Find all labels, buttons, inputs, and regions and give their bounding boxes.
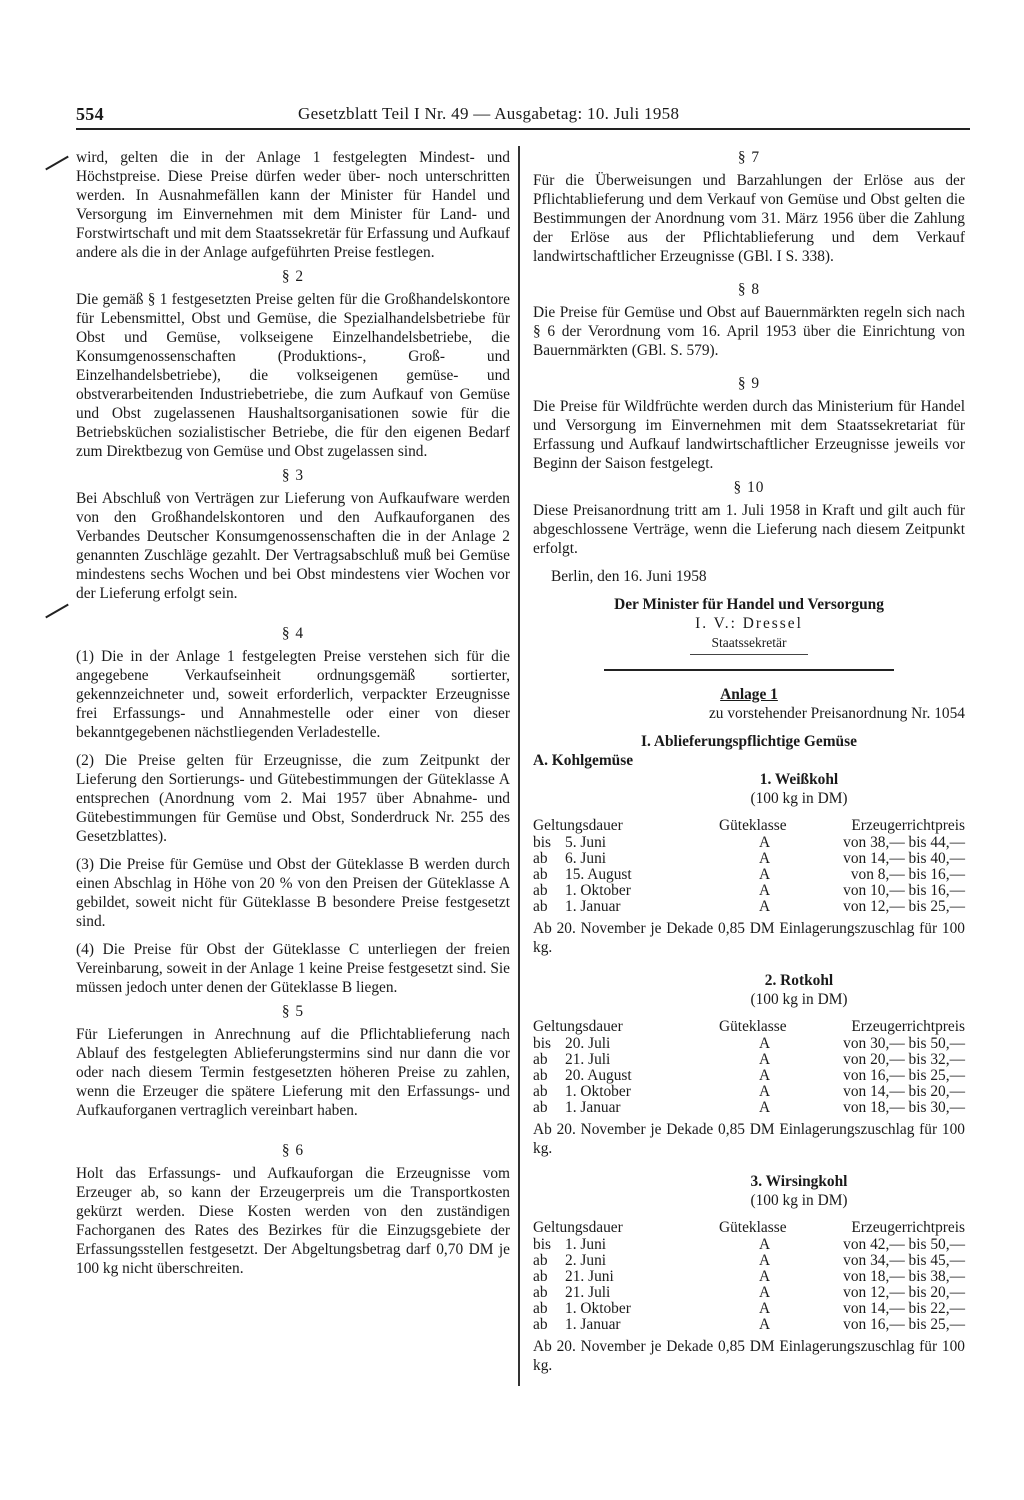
row-grade: A	[759, 850, 771, 867]
paragraph-10: Diese Preisanordnung tritt am 1. Juli 1958 in Kraft und gilt auch für abgeschlossene Verträge, wenn die Lieferung nach diesem Zeitpunkt erfolgt.	[533, 502, 965, 557]
row-date: 20. August	[565, 1067, 632, 1084]
row-price: von 18,— bis 30,—	[843, 1099, 965, 1116]
row-grade: A	[759, 1051, 771, 1068]
subgroup-title: A. Kohlgemüse	[533, 752, 634, 769]
place-date: Berlin, den 16. Juni 1958	[551, 568, 707, 585]
paragraph-5: Für Lieferungen in Anrechnung auf die Pflichtablieferung nach Ablauf des festgelegten Ablieferungstermins sind nur dann die vor oder nach diesem Termin festgesetzten höheren Preise zu zahlen, wenn die Erzeuger die spätere Lieferung mit den Erfassungs- und Aufkauforganen vertraglich vereinbart haben.	[76, 1026, 510, 1119]
table-row	[533, 1052, 965, 1068]
paragraph-4-2: (2) Die Preise gelten für Erzeugnisse, die zum Zeitpunkt der Lieferung den Sortierungs- und Gütebestimmungen der Güteklasse A entsprechen (Anordnung vom 2. Mai 1957 über Abnahme- und Gütebestimmungen für Gemüse und Obst, Sonderdruck Nr. 255 des Gesetzblattes).	[76, 752, 510, 845]
row-prep: bis	[533, 834, 551, 851]
row-price: von 14,— bis 22,—	[843, 1300, 965, 1317]
table-header-row	[533, 816, 965, 835]
table-row	[533, 1269, 965, 1285]
row-price: von 14,— bis 20,—	[843, 1083, 965, 1100]
row-grade: A	[759, 1252, 771, 1269]
section-heading-8: § 8	[737, 281, 761, 298]
annex-title: Anlage 1	[720, 686, 778, 703]
table-row	[533, 1100, 965, 1116]
table-title: 1. Weißkohl	[759, 771, 839, 788]
paragraph-8: Die Preise für Gemüse und Obst auf Bauernmärkten regeln sich nach § 6 der Verordnung vom 16. April 1953 über die Einrichtung von Bauernmärkten (GBl. S. 579).	[533, 304, 965, 359]
section-heading-3: § 3	[281, 467, 305, 484]
table-row	[533, 835, 965, 851]
row-date: 21. Juli	[565, 1051, 611, 1068]
table-row	[533, 1253, 965, 1269]
row-date: 5. Juni	[565, 834, 607, 851]
col-header-grade: Güteklasse	[719, 1219, 787, 1236]
header-rule	[76, 128, 970, 130]
col-header-grade: Güteklasse	[719, 1018, 787, 1035]
table-note: Ab 20. November je Dekade 0,85 DM Einlagerungszuschlag für 100 kg.	[533, 1121, 965, 1157]
table-row	[533, 883, 965, 899]
row-prep: ab	[533, 866, 548, 883]
price-table	[533, 971, 965, 1158]
column-divider	[518, 146, 520, 1386]
row-prep: ab	[533, 1099, 548, 1116]
section-heading-7: § 7	[737, 149, 761, 166]
row-price: von 10,— bis 16,—	[843, 882, 965, 899]
row-grade: A	[759, 1083, 771, 1100]
row-date: 21. Juni	[565, 1268, 614, 1285]
paragraph-4-3: (3) Die Preise für Gemüse und Obst der Güteklasse B werden durch einen Abschlag in Höhe von 20 % von den Preisen der Güteklasse A gebildet, soweit nicht für Güteklasse B besondere Preise festgesetzt sind.	[76, 856, 510, 930]
row-date: 20. Juli	[565, 1035, 611, 1052]
table-row	[533, 1068, 965, 1084]
annex-rule	[604, 669, 894, 671]
row-price: von 14,— bis 40,—	[843, 850, 965, 867]
row-prep: bis	[533, 1236, 551, 1253]
table-note: Ab 20. November je Dekade 0,85 DM Einlagerungszuschlag für 100 kg.	[533, 1338, 965, 1374]
row-grade: A	[759, 834, 771, 851]
row-prep: ab	[533, 882, 548, 899]
table-row	[533, 867, 965, 883]
row-prep: ab	[533, 1067, 548, 1084]
row-price: von 8,— bis 16,—	[850, 866, 965, 883]
row-prep: ab	[533, 1316, 548, 1333]
row-grade: A	[759, 1316, 771, 1333]
minister-title: Der Minister für Handel und Versorgung	[614, 596, 884, 613]
table-unit: (100 kg in DM)	[750, 1192, 848, 1209]
price-table	[533, 770, 965, 957]
col-header-duration: Geltungsdauer	[533, 1219, 623, 1236]
paragraph-1-end: wird, gelten die in der Anlage 1 festgelegten Mindest- und Höchstpreise. Diese Preise dürfen weder über- noch unterschritten werden. In Ausnahmefällen kann der Minister für Handel und Versorgung im Einvernehmen mit dem Minister für Land- und Forstwirtschaft und mit dem Staatssekretär für Erfassung und Aufkauf andere als die in der Anlage aufgeführten Preise festlegen.	[76, 149, 510, 261]
header-title: Gesetzblatt Teil I Nr. 49 — Ausgabetag: 10. Juli 1958	[298, 104, 680, 123]
row-prep: ab	[533, 1268, 548, 1285]
row-date: 6. Juni	[565, 850, 607, 867]
section-heading-9: § 9	[737, 375, 761, 392]
row-prep: ab	[533, 1051, 548, 1068]
row-date: 21. Juli	[565, 1284, 611, 1301]
row-price: von 12,— bis 25,—	[843, 898, 965, 915]
table-title: 2. Rotkohl	[764, 972, 834, 989]
left-column	[76, 148, 510, 1278]
table-row	[533, 1285, 965, 1301]
section-heading-6: § 6	[281, 1142, 305, 1159]
row-date: 15. August	[565, 866, 632, 883]
row-date: 2. Juni	[565, 1252, 607, 1269]
row-price: von 42,— bis 50,—	[843, 1236, 965, 1253]
signatory-title: Staatssekretär	[711, 635, 787, 650]
col-header-price: Erzeugerrichtpreis	[851, 1018, 965, 1035]
row-price: von 34,— bis 45,—	[843, 1252, 965, 1269]
paragraph-4-4: (4) Die Preise für Obst der Güteklasse C unterliegen der freien Vereinbarung, soweit in der Anlage 1 keine Preise festgesetzt sind. Sie müssen jedoch unter denen der Güteklasse B liegen.	[76, 941, 510, 996]
col-header-duration: Geltungsdauer	[533, 1018, 623, 1035]
margin-mark	[45, 156, 69, 171]
row-grade: A	[759, 1268, 771, 1285]
table-row	[533, 851, 965, 867]
row-date: 1. Oktober	[565, 882, 631, 899]
row-grade: A	[759, 1099, 771, 1116]
page-number: 554	[76, 104, 104, 124]
table-row	[533, 1084, 965, 1100]
price-tables	[533, 770, 965, 1375]
row-price: von 16,— bis 25,—	[843, 1316, 965, 1333]
row-grade: A	[759, 866, 771, 883]
table-unit: (100 kg in DM)	[750, 991, 848, 1008]
row-price: von 12,— bis 20,—	[843, 1284, 965, 1301]
paragraph-2: Die gemäß § 1 festgesetzten Preise gelten für die Großhandelskontore für Lebensmittel, Obst und Gemüse, die Spezialhandelsbetriebe für Obst und Gemüse, volkseigene Einzelhandelsbetriebe, die Konsumgenossenschaften (Produktions-, Groß- und Einzelhandelsbetriebe), die volkseigenen gemüse- und obstverarbeitenden Industriebetriebe, die zum Aufkauf von Gemüse und Obst zugelassenen Haushaltsorganisationen sowie für die Betriebsküchen sozialistischer Betriebe, die für den eigenen Bedarf zum Direktbezug von Gemüse und Obst zugelassen sind.	[76, 291, 510, 460]
annex-subtitle: zu vorstehender Preisanordnung Nr. 1054	[708, 705, 965, 722]
table-unit: (100 kg in DM)	[750, 790, 848, 807]
col-header-grade: Güteklasse	[719, 817, 787, 834]
row-prep: bis	[533, 1035, 551, 1052]
row-date: 1. Oktober	[565, 1300, 631, 1317]
row-prep: ab	[533, 850, 548, 867]
section-heading-10: § 10	[733, 479, 765, 496]
row-grade: A	[759, 1236, 771, 1253]
paragraph-9: Die Preise für Wildfrüchte werden durch das Ministerium für Handel und Versorgung im Einvernehmen mit dem Staatssekretariat für Erfassung und Aufkauf landwirtschaftlicher Erzeugnisse jeweils vor Beginn der Saison festgelegt.	[533, 398, 965, 472]
col-header-price: Erzeugerrichtpreis	[851, 1219, 965, 1236]
table-header-row	[533, 1218, 965, 1237]
paragraph-7: Für die Überweisungen und Barzahlungen der Erlöse aus der Pflichtablieferung und dem Verkauf von Gemüse und Obst gelten die Bestimmungen der Anordnung vom 31. März 1956 über die Zahlung der Erlöse aus der Pflichtablieferung und dem Verkauf landwirtschaftlicher Erzeugnisse (GBl. I S. 338).	[533, 172, 965, 265]
row-date: 1. Januar	[565, 1099, 621, 1116]
table-note: Ab 20. November je Dekade 0,85 DM Einlagerungszuschlag für 100 kg.	[533, 920, 965, 956]
row-prep: ab	[533, 1300, 548, 1317]
row-grade: A	[759, 1067, 771, 1084]
row-prep: ab	[533, 898, 548, 915]
paragraph-3: Bei Abschluß von Verträgen zur Lieferung von Aufkaufware werden von den Großhandelskontoren und den Aufkauforganen des Verbandes Deutscher Konsumgenossenschaften die in der Anlage 2 genannten Zuschläge gezahlt. Der Vertragsabschluß muß bei Gemüse mindestens sechs Wochen und bei Obst mindestens vier Wochen vor der Lieferung erfolgt sein.	[76, 490, 510, 602]
col-header-duration: Geltungsdauer	[533, 817, 623, 834]
row-grade: A	[759, 882, 771, 899]
margin-mark	[45, 604, 69, 619]
row-prep: ab	[533, 1083, 548, 1100]
row-prep: ab	[533, 1284, 548, 1301]
table-header-row	[533, 1017, 965, 1036]
row-grade: A	[759, 898, 771, 915]
row-price: von 38,— bis 44,—	[843, 834, 965, 851]
section-heading-2: § 2	[281, 268, 305, 285]
row-grade: A	[759, 1284, 771, 1301]
signature-rule	[690, 654, 808, 655]
table-row	[533, 1317, 965, 1333]
price-table	[533, 1172, 965, 1375]
table-title: 3. Wirsingkohl	[750, 1173, 848, 1190]
row-date: 1. Januar	[565, 1316, 621, 1333]
row-grade: A	[759, 1300, 771, 1317]
section-heading-5: § 5	[281, 1003, 305, 1020]
group-title: I. Ablieferungspflichtige Gemüse	[641, 733, 857, 750]
row-date: 1. Juni	[565, 1236, 607, 1253]
table-row	[533, 1301, 965, 1317]
section-heading-4: § 4	[281, 625, 305, 642]
row-price: von 16,— bis 25,—	[843, 1067, 965, 1084]
row-prep: ab	[533, 1252, 548, 1269]
row-price: von 20,— bis 32,—	[843, 1051, 965, 1068]
right-column	[533, 148, 965, 1375]
table-row	[533, 1036, 965, 1052]
table-row	[533, 899, 965, 915]
table-row	[533, 1237, 965, 1253]
row-grade: A	[759, 1035, 771, 1052]
paragraph-6: Holt das Erfassungs- und Aufkauforgan die Erzeugnisse vom Erzeuger ab, so kann der Erzeugerpreis um die Transportkosten gekürzt werden. Diese Kosten werden von den zuständigen Fachorganen des Rates des Bezirkes für die Einzugsgebiete der Erfassungsstellen festgesetzt. Der Abgeltungsbetrag darf 0,70 DM je 100 kg nicht überschreiten.	[76, 1165, 510, 1277]
row-date: 1. Oktober	[565, 1083, 631, 1100]
paragraph-4-1: (1) Die in der Anlage 1 festgelegten Preise verstehen sich für die angegebene Verkaufseinheit ordnungsgemäß sortierter, gekennzeichneter und, soweit erforderlich, verpackter Erzeugnisse frei Erfassungs- und Annahmestelle oder einer von dieser bekanntgegebenen nächstliegenden Verladestelle.	[76, 648, 510, 741]
row-price: von 30,— bis 50,—	[843, 1035, 965, 1052]
row-date: 1. Januar	[565, 898, 621, 915]
row-price: von 18,— bis 38,—	[843, 1268, 965, 1285]
signatory: I. V.: Dressel	[695, 615, 803, 632]
col-header-price: Erzeugerrichtpreis	[851, 817, 965, 834]
